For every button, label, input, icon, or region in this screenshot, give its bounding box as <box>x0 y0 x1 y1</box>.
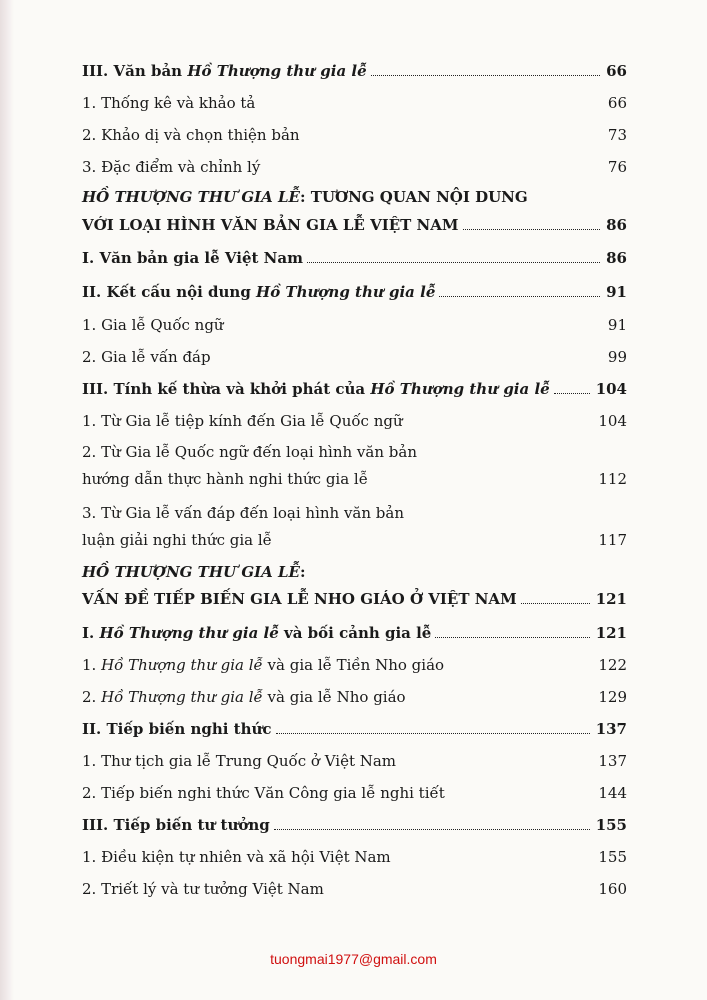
toc-entry <box>82 94 627 112</box>
toc-entry <box>82 62 627 80</box>
toc-page-number: 137 <box>598 752 627 770</box>
toc-entry <box>82 656 627 674</box>
toc-entry <box>82 784 627 802</box>
toc-page-number: 129 <box>598 688 627 706</box>
toc-page-number: 155 <box>595 816 627 834</box>
toc-page-number: 73 <box>607 126 627 144</box>
toc-entry <box>82 720 627 738</box>
toc-entry-title: III. Văn bản Hồ Thượng thư gia lễ <box>82 62 367 80</box>
toc-page-number: 86 <box>606 216 627 234</box>
dot-leader <box>276 733 590 734</box>
toc-page-number: 121 <box>595 590 627 608</box>
toc-entry-title: 2. Gia lễ vấn đáp <box>82 348 211 366</box>
dot-leader <box>554 393 590 394</box>
toc-page-number: 91 <box>606 283 627 301</box>
toc-page-number: 91 <box>607 316 627 334</box>
toc-page-number: 99 <box>607 348 627 366</box>
toc-entry <box>82 470 627 488</box>
toc-page-number: 76 <box>607 158 627 176</box>
toc-entry-title: 1. Gia lễ Quốc ngữ <box>82 316 224 334</box>
toc-entry-title: I. Hồ Thượng thư gia lễ và bối cảnh gia lễ <box>82 624 432 642</box>
toc-entry-title: 2. Khảo dị và chọn thiện bản <box>82 126 300 144</box>
chapter-heading-line1: HỒ THƯỢNG THƯ GIA LỄ: TƯƠNG QUAN NỘI DUNG <box>82 188 528 206</box>
toc-entry-title: VỚI LOẠI HÌNH VĂN BẢN GIA LỄ VIỆT NAM <box>82 216 459 234</box>
chapter-heading-line2 <box>82 216 627 234</box>
toc-page-number: 155 <box>598 848 627 866</box>
dot-leader <box>439 296 600 297</box>
toc-entry <box>82 348 627 366</box>
toc-entry <box>82 880 627 898</box>
toc-page-number: 144 <box>598 784 627 802</box>
toc-page-number: 112 <box>598 470 627 488</box>
toc-page-number: 86 <box>606 249 627 267</box>
toc-entry <box>82 816 627 834</box>
dot-leader <box>435 637 589 638</box>
toc-page-number: 122 <box>598 656 627 674</box>
dot-leader <box>371 75 600 76</box>
toc-entry-line1: 2. Từ Gia lễ Quốc ngữ đến loại hình văn bản <box>82 443 417 461</box>
toc-page-number: 104 <box>598 412 627 430</box>
toc-page-number: 160 <box>598 880 627 898</box>
toc-entry-title: 2. Tiếp biến nghi thức Văn Công gia lễ nghi tiết <box>82 784 445 802</box>
footer-email: tuongmai1977@gmail.com <box>270 951 437 967</box>
toc-entry <box>82 412 627 430</box>
toc-entry-line1: 3. Từ Gia lễ vấn đáp đến loại hình văn bản <box>82 504 405 522</box>
toc-entry-title: III. Tính kế thừa và khởi phát của Hồ Thượng thư gia lễ <box>82 380 550 398</box>
toc-page-number: 66 <box>607 94 627 112</box>
toc-entry-title: III. Tiếp biến tư tưởng <box>82 816 270 834</box>
chapter-heading-line2 <box>82 590 627 608</box>
toc-entry <box>82 531 627 549</box>
toc-entry <box>82 688 627 706</box>
toc-entry-title: luận giải nghi thức gia lễ <box>82 531 272 549</box>
toc-page-number: 104 <box>595 380 627 398</box>
toc-entry-title: 2. Hồ Thượng thư gia lễ và gia lễ Nho giáo <box>82 688 406 706</box>
toc-entry <box>82 752 627 770</box>
toc-entry-title: hướng dẫn thực hành nghi thức gia lễ <box>82 470 368 488</box>
toc-page-number: 137 <box>595 720 627 738</box>
page-edge <box>0 0 14 1000</box>
toc-entry <box>82 126 627 144</box>
toc-page-number: 117 <box>598 531 627 549</box>
toc-entry <box>82 624 627 642</box>
dot-leader <box>463 229 601 230</box>
chapter-heading-line1: HỒ THƯỢNG THƯ GIA LỄ: <box>82 563 306 581</box>
toc-entry-title: VẤN ĐỀ TIẾP BIẾN GIA LỄ NHO GIÁO Ở VIỆT NAM <box>82 590 517 608</box>
toc-entry-title: 1. Hồ Thượng thư gia lễ và gia lễ Tiền Nho giáo <box>82 656 445 674</box>
toc-entry-title: I. Văn bản gia lễ Việt Nam <box>82 249 303 267</box>
toc-page-number: 66 <box>606 62 627 80</box>
toc-entry-title: 1. Thống kê và khảo tả <box>82 94 256 112</box>
toc-entry-title: II. Kết cấu nội dung Hồ Thượng thư gia lễ <box>82 283 436 301</box>
toc-entry <box>82 316 627 334</box>
toc-page-number: 121 <box>595 624 627 642</box>
toc-entry-title: 2. Triết lý và tư tưởng Việt Nam <box>82 880 324 898</box>
toc-entry-title: 1. Từ Gia lễ tiệp kính đến Gia lễ Quốc ngữ <box>82 412 403 430</box>
toc-entry <box>82 848 627 866</box>
dot-leader <box>307 262 600 263</box>
toc-entry-title: 3. Đặc điểm và chỉnh lý <box>82 158 261 176</box>
toc-entry <box>82 283 627 301</box>
toc-entry-title: 1. Thư tịch gia lễ Trung Quốc ở Việt Nam <box>82 752 397 770</box>
toc-entry-title: II. Tiếp biến nghi thức <box>82 720 272 738</box>
dot-leader <box>521 603 590 604</box>
toc-entry-title: 1. Điều kiện tự nhiên và xã hội Việt Nam <box>82 848 391 866</box>
dot-leader <box>274 829 590 830</box>
toc-entry <box>82 249 627 267</box>
toc-entry <box>82 158 627 176</box>
toc-entry <box>82 380 627 398</box>
